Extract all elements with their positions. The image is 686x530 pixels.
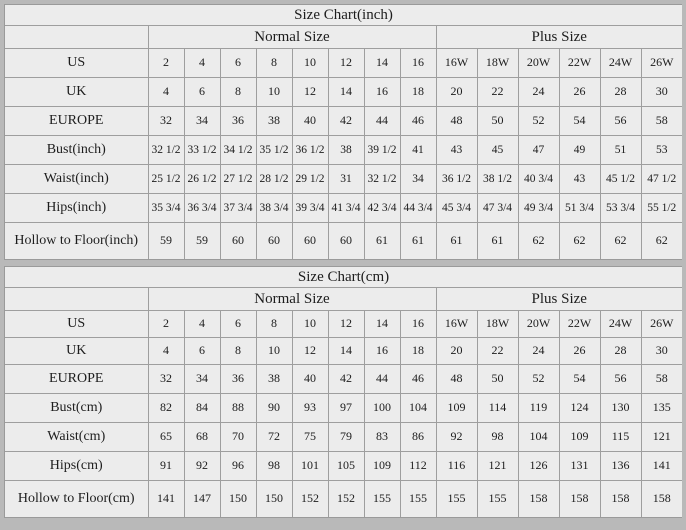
table-cell: 36 1/2 — [292, 136, 328, 165]
table-cell: 51 — [600, 136, 641, 165]
table-cell: 35 1/2 — [256, 136, 292, 165]
table-cell: 22 — [477, 78, 518, 107]
chart-title-row — [5, 267, 682, 288]
table-cell: 35 3/4 — [148, 194, 184, 223]
table-cell: 14 — [328, 78, 364, 107]
table-cell: 42 — [328, 107, 364, 136]
table-cell: 32 — [148, 365, 184, 394]
table-cell: 38 1/2 — [477, 165, 518, 194]
table-cell: 152 — [328, 481, 364, 518]
table-cell: 62 — [600, 223, 641, 260]
table-cell: 38 — [256, 365, 292, 394]
table-cell: 41 — [400, 136, 436, 165]
table-cell: 62 — [559, 223, 600, 260]
row-label: Hollow to Floor(cm) — [5, 481, 148, 518]
table-cell: 54 — [559, 365, 600, 394]
table-cell: 91 — [148, 452, 184, 481]
table-cell: 2 — [148, 49, 184, 78]
table-row — [5, 223, 682, 260]
row-label: EUROPE — [5, 107, 148, 136]
size-chart-inch-table — [5, 5, 682, 259]
table-cell: 45 1/2 — [600, 165, 641, 194]
table-cell: 28 — [600, 78, 641, 107]
table-cell: 141 — [641, 452, 682, 481]
table-cell: 20 — [436, 78, 477, 107]
table-cell: 41 3/4 — [328, 194, 364, 223]
table-cell: 49 3/4 — [518, 194, 559, 223]
table-cell: 48 — [436, 365, 477, 394]
table-cell: 155 — [477, 481, 518, 518]
table-cell: 114 — [477, 394, 518, 423]
table-row — [5, 423, 682, 452]
table-cell: 61 — [477, 223, 518, 260]
table-cell: 42 3/4 — [364, 194, 400, 223]
table-cell: 6 — [220, 311, 256, 338]
table-cell: 135 — [641, 394, 682, 423]
table-cell: 22W — [559, 49, 600, 78]
table-cell: 158 — [600, 481, 641, 518]
table-cell: 45 3/4 — [436, 194, 477, 223]
table-cell: 37 3/4 — [220, 194, 256, 223]
table-cell: 52 — [518, 107, 559, 136]
table-cell: 8 — [256, 311, 292, 338]
group-header-normal: Normal Size — [148, 288, 436, 311]
corner-blank — [5, 26, 148, 49]
table-cell: 72 — [256, 423, 292, 452]
table-cell: 150 — [256, 481, 292, 518]
table-cell: 54 — [559, 107, 600, 136]
table-cell: 136 — [600, 452, 641, 481]
table-cell: 24 — [518, 338, 559, 365]
table-cell: 50 — [477, 107, 518, 136]
table-cell: 8 — [220, 78, 256, 107]
table-cell: 14 — [364, 49, 400, 78]
table-cell: 121 — [477, 452, 518, 481]
table-cell: 62 — [518, 223, 559, 260]
table-cell: 26W — [641, 49, 682, 78]
table-cell: 34 — [400, 165, 436, 194]
table-cell: 98 — [477, 423, 518, 452]
table-cell: 97 — [328, 394, 364, 423]
table-cell: 4 — [184, 49, 220, 78]
table-cell: 24W — [600, 311, 641, 338]
table-cell: 30 — [641, 338, 682, 365]
table-row — [5, 394, 682, 423]
table-cell: 43 — [436, 136, 477, 165]
table-cell: 50 — [477, 365, 518, 394]
table-cell: 12 — [292, 78, 328, 107]
table-cell: 30 — [641, 78, 682, 107]
row-label: UK — [5, 78, 148, 107]
table-cell: 32 1/2 — [148, 136, 184, 165]
table-cell: 58 — [641, 107, 682, 136]
table-cell: 12 — [292, 338, 328, 365]
table-cell: 27 1/2 — [220, 165, 256, 194]
row-label: Waist(cm) — [5, 423, 148, 452]
table-cell: 28 1/2 — [256, 165, 292, 194]
table-cell: 109 — [559, 423, 600, 452]
table-cell: 18W — [477, 311, 518, 338]
table-cell: 18 — [400, 338, 436, 365]
chart-title: Size Chart(cm) — [5, 267, 682, 288]
table-cell: 92 — [436, 423, 477, 452]
table-cell: 47 3/4 — [477, 194, 518, 223]
table-cell: 14 — [328, 338, 364, 365]
row-label: Waist(inch) — [5, 165, 148, 194]
table-cell: 10 — [256, 338, 292, 365]
table-cell: 83 — [364, 423, 400, 452]
table-cell: 26 — [559, 78, 600, 107]
table-row — [5, 194, 682, 223]
table-cell: 79 — [328, 423, 364, 452]
table-cell: 25 1/2 — [148, 165, 184, 194]
table-cell: 115 — [600, 423, 641, 452]
table-cell: 6 — [220, 49, 256, 78]
table-cell: 155 — [364, 481, 400, 518]
table-cell: 40 3/4 — [518, 165, 559, 194]
table-cell: 150 — [220, 481, 256, 518]
table-cell: 28 — [600, 338, 641, 365]
table-cell: 61 — [400, 223, 436, 260]
table-cell: 60 — [292, 223, 328, 260]
table-cell: 49 — [559, 136, 600, 165]
table-cell: 12 — [328, 311, 364, 338]
table-cell: 90 — [256, 394, 292, 423]
table-cell: 44 — [364, 365, 400, 394]
table-cell: 22W — [559, 311, 600, 338]
table-cell: 58 — [641, 365, 682, 394]
table-cell: 20 — [436, 338, 477, 365]
row-label: US — [5, 311, 148, 338]
group-header-plus: Plus Size — [436, 288, 682, 311]
table-cell: 105 — [328, 452, 364, 481]
table-cell: 34 — [184, 107, 220, 136]
table-cell: 38 — [328, 136, 364, 165]
table-cell: 96 — [220, 452, 256, 481]
table-cell: 53 — [641, 136, 682, 165]
table-cell: 26W — [641, 311, 682, 338]
group-header-plus: Plus Size — [436, 26, 682, 49]
table-cell: 75 — [292, 423, 328, 452]
table-cell: 86 — [400, 423, 436, 452]
group-header-normal: Normal Size — [148, 26, 436, 49]
table-cell: 109 — [436, 394, 477, 423]
size-chart-inch — [4, 4, 682, 260]
table-cell: 22 — [477, 338, 518, 365]
table-cell: 24W — [600, 49, 641, 78]
table-cell: 31 — [328, 165, 364, 194]
table-cell: 47 1/2 — [641, 165, 682, 194]
table-cell: 40 — [292, 365, 328, 394]
row-label: Bust(cm) — [5, 394, 148, 423]
table-cell: 112 — [400, 452, 436, 481]
table-cell: 155 — [436, 481, 477, 518]
table-cell: 68 — [184, 423, 220, 452]
table-cell: 14 — [364, 311, 400, 338]
table-cell: 126 — [518, 452, 559, 481]
table-cell: 26 1/2 — [184, 165, 220, 194]
corner-blank — [5, 288, 148, 311]
table-cell: 65 — [148, 423, 184, 452]
table-cell: 44 — [364, 107, 400, 136]
table-cell: 92 — [184, 452, 220, 481]
table-cell: 62 — [641, 223, 682, 260]
table-cell: 155 — [400, 481, 436, 518]
table-cell: 60 — [328, 223, 364, 260]
table-cell: 29 1/2 — [292, 165, 328, 194]
table-cell: 12 — [328, 49, 364, 78]
table-cell: 131 — [559, 452, 600, 481]
table-cell: 59 — [148, 223, 184, 260]
table-cell: 10 — [256, 78, 292, 107]
table-cell: 36 3/4 — [184, 194, 220, 223]
table-cell: 26 — [559, 338, 600, 365]
table-cell: 60 — [220, 223, 256, 260]
table-cell: 46 — [400, 107, 436, 136]
table-cell: 43 — [559, 165, 600, 194]
table-row — [5, 165, 682, 194]
table-cell: 36 1/2 — [436, 165, 477, 194]
table-row — [5, 481, 682, 518]
table-cell: 47 — [518, 136, 559, 165]
table-cell: 6 — [184, 338, 220, 365]
table-row — [5, 365, 682, 394]
table-cell: 34 1/2 — [220, 136, 256, 165]
table-row — [5, 49, 682, 78]
table-cell: 40 — [292, 107, 328, 136]
table-cell: 16 — [400, 49, 436, 78]
table-cell: 55 1/2 — [641, 194, 682, 223]
table-cell: 124 — [559, 394, 600, 423]
table-cell: 36 — [220, 365, 256, 394]
chart-title: Size Chart(inch) — [5, 5, 682, 26]
table-cell: 158 — [641, 481, 682, 518]
table-cell: 4 — [148, 338, 184, 365]
row-label: Hips(inch) — [5, 194, 148, 223]
table-cell: 18 — [400, 78, 436, 107]
table-cell: 38 3/4 — [256, 194, 292, 223]
table-cell: 39 1/2 — [364, 136, 400, 165]
table-cell: 70 — [220, 423, 256, 452]
table-cell: 93 — [292, 394, 328, 423]
table-row — [5, 452, 682, 481]
row-label: Bust(inch) — [5, 136, 148, 165]
table-cell: 158 — [518, 481, 559, 518]
table-cell: 20W — [518, 311, 559, 338]
table-cell: 147 — [184, 481, 220, 518]
table-cell: 101 — [292, 452, 328, 481]
table-cell: 56 — [600, 107, 641, 136]
group-header-row — [5, 26, 682, 49]
chart-title-row — [5, 5, 682, 26]
table-cell: 61 — [364, 223, 400, 260]
table-cell: 8 — [220, 338, 256, 365]
table-cell: 24 — [518, 78, 559, 107]
row-label: Hips(cm) — [5, 452, 148, 481]
table-cell: 6 — [184, 78, 220, 107]
table-cell: 16W — [436, 311, 477, 338]
table-cell: 18W — [477, 49, 518, 78]
table-row — [5, 107, 682, 136]
table-cell: 2 — [148, 311, 184, 338]
row-label: Hollow to Floor(inch) — [5, 223, 148, 260]
table-row — [5, 136, 682, 165]
table-cell: 121 — [641, 423, 682, 452]
size-chart-cm — [4, 266, 682, 518]
row-label: EUROPE — [5, 365, 148, 394]
table-cell: 88 — [220, 394, 256, 423]
table-cell: 48 — [436, 107, 477, 136]
table-cell: 141 — [148, 481, 184, 518]
table-cell: 52 — [518, 365, 559, 394]
table-cell: 42 — [328, 365, 364, 394]
table-cell: 53 3/4 — [600, 194, 641, 223]
row-label: US — [5, 49, 148, 78]
table-cell: 51 3/4 — [559, 194, 600, 223]
table-cell: 109 — [364, 452, 400, 481]
size-chart-cm-table — [5, 267, 682, 517]
table-cell: 61 — [436, 223, 477, 260]
row-label: UK — [5, 338, 148, 365]
table-cell: 8 — [256, 49, 292, 78]
table-cell: 59 — [184, 223, 220, 260]
table-cell: 60 — [256, 223, 292, 260]
table-cell: 16W — [436, 49, 477, 78]
table-cell: 116 — [436, 452, 477, 481]
table-cell: 152 — [292, 481, 328, 518]
table-cell: 44 3/4 — [400, 194, 436, 223]
table-cell: 4 — [148, 78, 184, 107]
table-row — [5, 78, 682, 107]
table-cell: 16 — [364, 78, 400, 107]
table-cell: 34 — [184, 365, 220, 394]
table-cell: 39 3/4 — [292, 194, 328, 223]
table-cell: 158 — [559, 481, 600, 518]
table-cell: 82 — [148, 394, 184, 423]
table-row — [5, 311, 682, 338]
table-cell: 33 1/2 — [184, 136, 220, 165]
table-cell: 100 — [364, 394, 400, 423]
table-cell: 10 — [292, 311, 328, 338]
table-cell: 84 — [184, 394, 220, 423]
table-cell: 20W — [518, 49, 559, 78]
table-row — [5, 338, 682, 365]
table-cell: 104 — [518, 423, 559, 452]
group-header-row — [5, 288, 682, 311]
table-cell: 104 — [400, 394, 436, 423]
table-cell: 16 — [364, 338, 400, 365]
table-cell: 10 — [292, 49, 328, 78]
table-cell: 32 — [148, 107, 184, 136]
table-cell: 45 — [477, 136, 518, 165]
table-cell: 98 — [256, 452, 292, 481]
table-cell: 46 — [400, 365, 436, 394]
table-cell: 16 — [400, 311, 436, 338]
table-cell: 56 — [600, 365, 641, 394]
table-cell: 38 — [256, 107, 292, 136]
table-cell: 32 1/2 — [364, 165, 400, 194]
table-cell: 119 — [518, 394, 559, 423]
table-cell: 130 — [600, 394, 641, 423]
table-cell: 36 — [220, 107, 256, 136]
table-cell: 4 — [184, 311, 220, 338]
